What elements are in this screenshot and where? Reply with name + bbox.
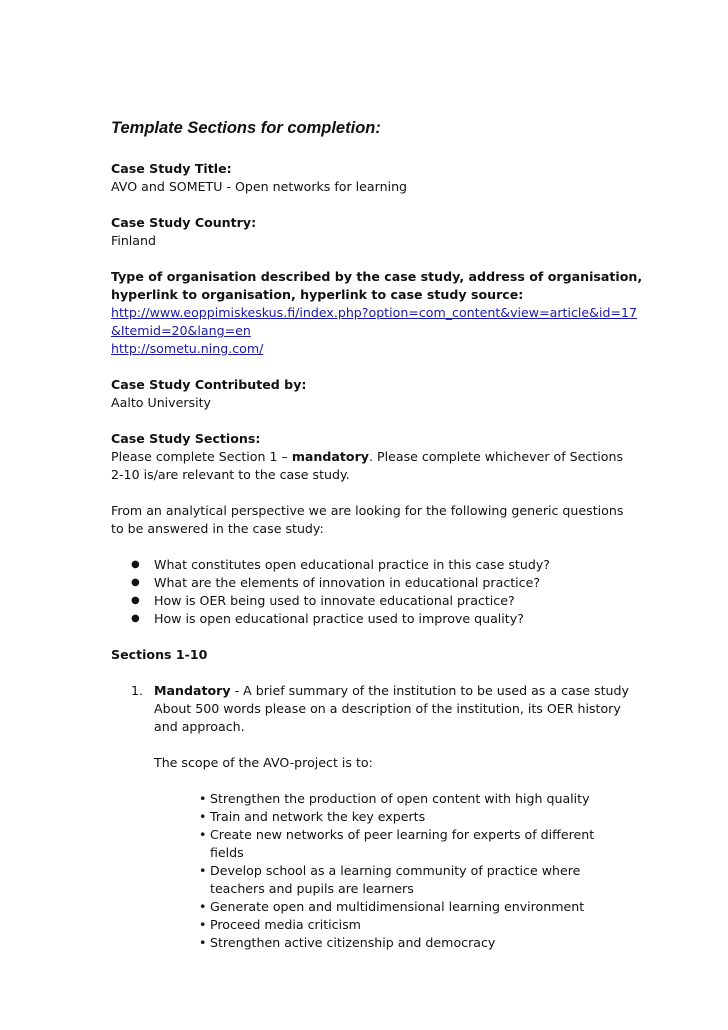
item-bold: Mandatory [154, 683, 231, 698]
organisation-link-line1: http://www.eoppimiskeskus.fi/index.php?option=com_content&view=article&id=17 [111, 305, 638, 320]
organisation-label-line1: Type of organisation described by the case study, address of organisation, [111, 269, 643, 284]
scope-item: • Proceed media criticism [199, 916, 631, 934]
questions-list [111, 556, 631, 628]
country-value: Finland [111, 233, 157, 248]
organisation-link-line2: &Itemid=20&lang=en [111, 323, 251, 338]
numbered-item-1 [111, 682, 631, 736]
analytical-intro: From an analytical perspective we are looking for the following generic questions to be answered in the case study: [111, 503, 624, 536]
country-label: Case Study Country: [111, 215, 257, 230]
scope-item: • Strengthen active citizenship and democracy [199, 934, 631, 952]
document-page [111, 118, 643, 952]
template-heading: Template Sections for completion: [111, 119, 381, 137]
item-number: 1. [131, 683, 144, 698]
title-label: Case Study Title: [111, 161, 232, 176]
organisation-label-line2: hyperlink to organisation, hyperlink to case study source: [111, 287, 524, 302]
contributor-label: Case Study Contributed by: [111, 377, 307, 392]
scope-item: • Train and network the key experts [199, 808, 631, 826]
scope-item: • Develop school as a learning community of practice where teachers and pupils are learners [199, 862, 631, 898]
case-study-link-wrapper [111, 340, 631, 358]
question-item: ● What are the elements of innovation in educational practice? [111, 574, 631, 592]
country-section [111, 214, 631, 250]
scope-intro: The scope of the AVO-project is to: [154, 755, 373, 770]
sections-text-after: . Please complete whichever of Sections 2-10 is/are relevant to the case study. [111, 449, 624, 482]
sections-instructions [111, 448, 631, 484]
sections-heading: Sections 1-10 [111, 647, 208, 662]
organisation-link[interactable] [111, 305, 637, 338]
scope-item: • Create new networks of peer learning for experts of different fields [199, 826, 631, 862]
organisation-section [111, 268, 643, 358]
case-study-sections [111, 430, 631, 484]
scope-list [111, 790, 631, 952]
question-item: ● How is open educational practice used to improve quality? [111, 610, 631, 628]
question-item: ● What constitutes open educational practice in this case study? [111, 556, 631, 574]
case-study-source-link[interactable]: http://sometu.ning.com/ [111, 341, 264, 356]
question-item: ● How is OER being used to innovate educational practice? [111, 592, 631, 610]
scope-item: • Generate open and multidimensional learning environment [199, 898, 631, 916]
title-value: AVO and SOMETU - Open networks for learning [111, 179, 408, 194]
contributor-value: Aalto University [111, 395, 212, 410]
item-text: - A brief summary of the institution to be used as a case study About 500 words please on a description of the institution, its OER history and approach. [154, 683, 629, 734]
scope-item: • Strengthen the production of open content with high quality [199, 790, 631, 808]
contributor-section [111, 376, 631, 412]
sections-text-before: Please complete Section 1 – [111, 449, 292, 464]
mandatory-emphasis: mandatory [291, 449, 370, 464]
organisation-link-wrapper [111, 304, 638, 340]
sections-label: Case Study Sections: [111, 431, 261, 446]
title-section [111, 160, 631, 196]
